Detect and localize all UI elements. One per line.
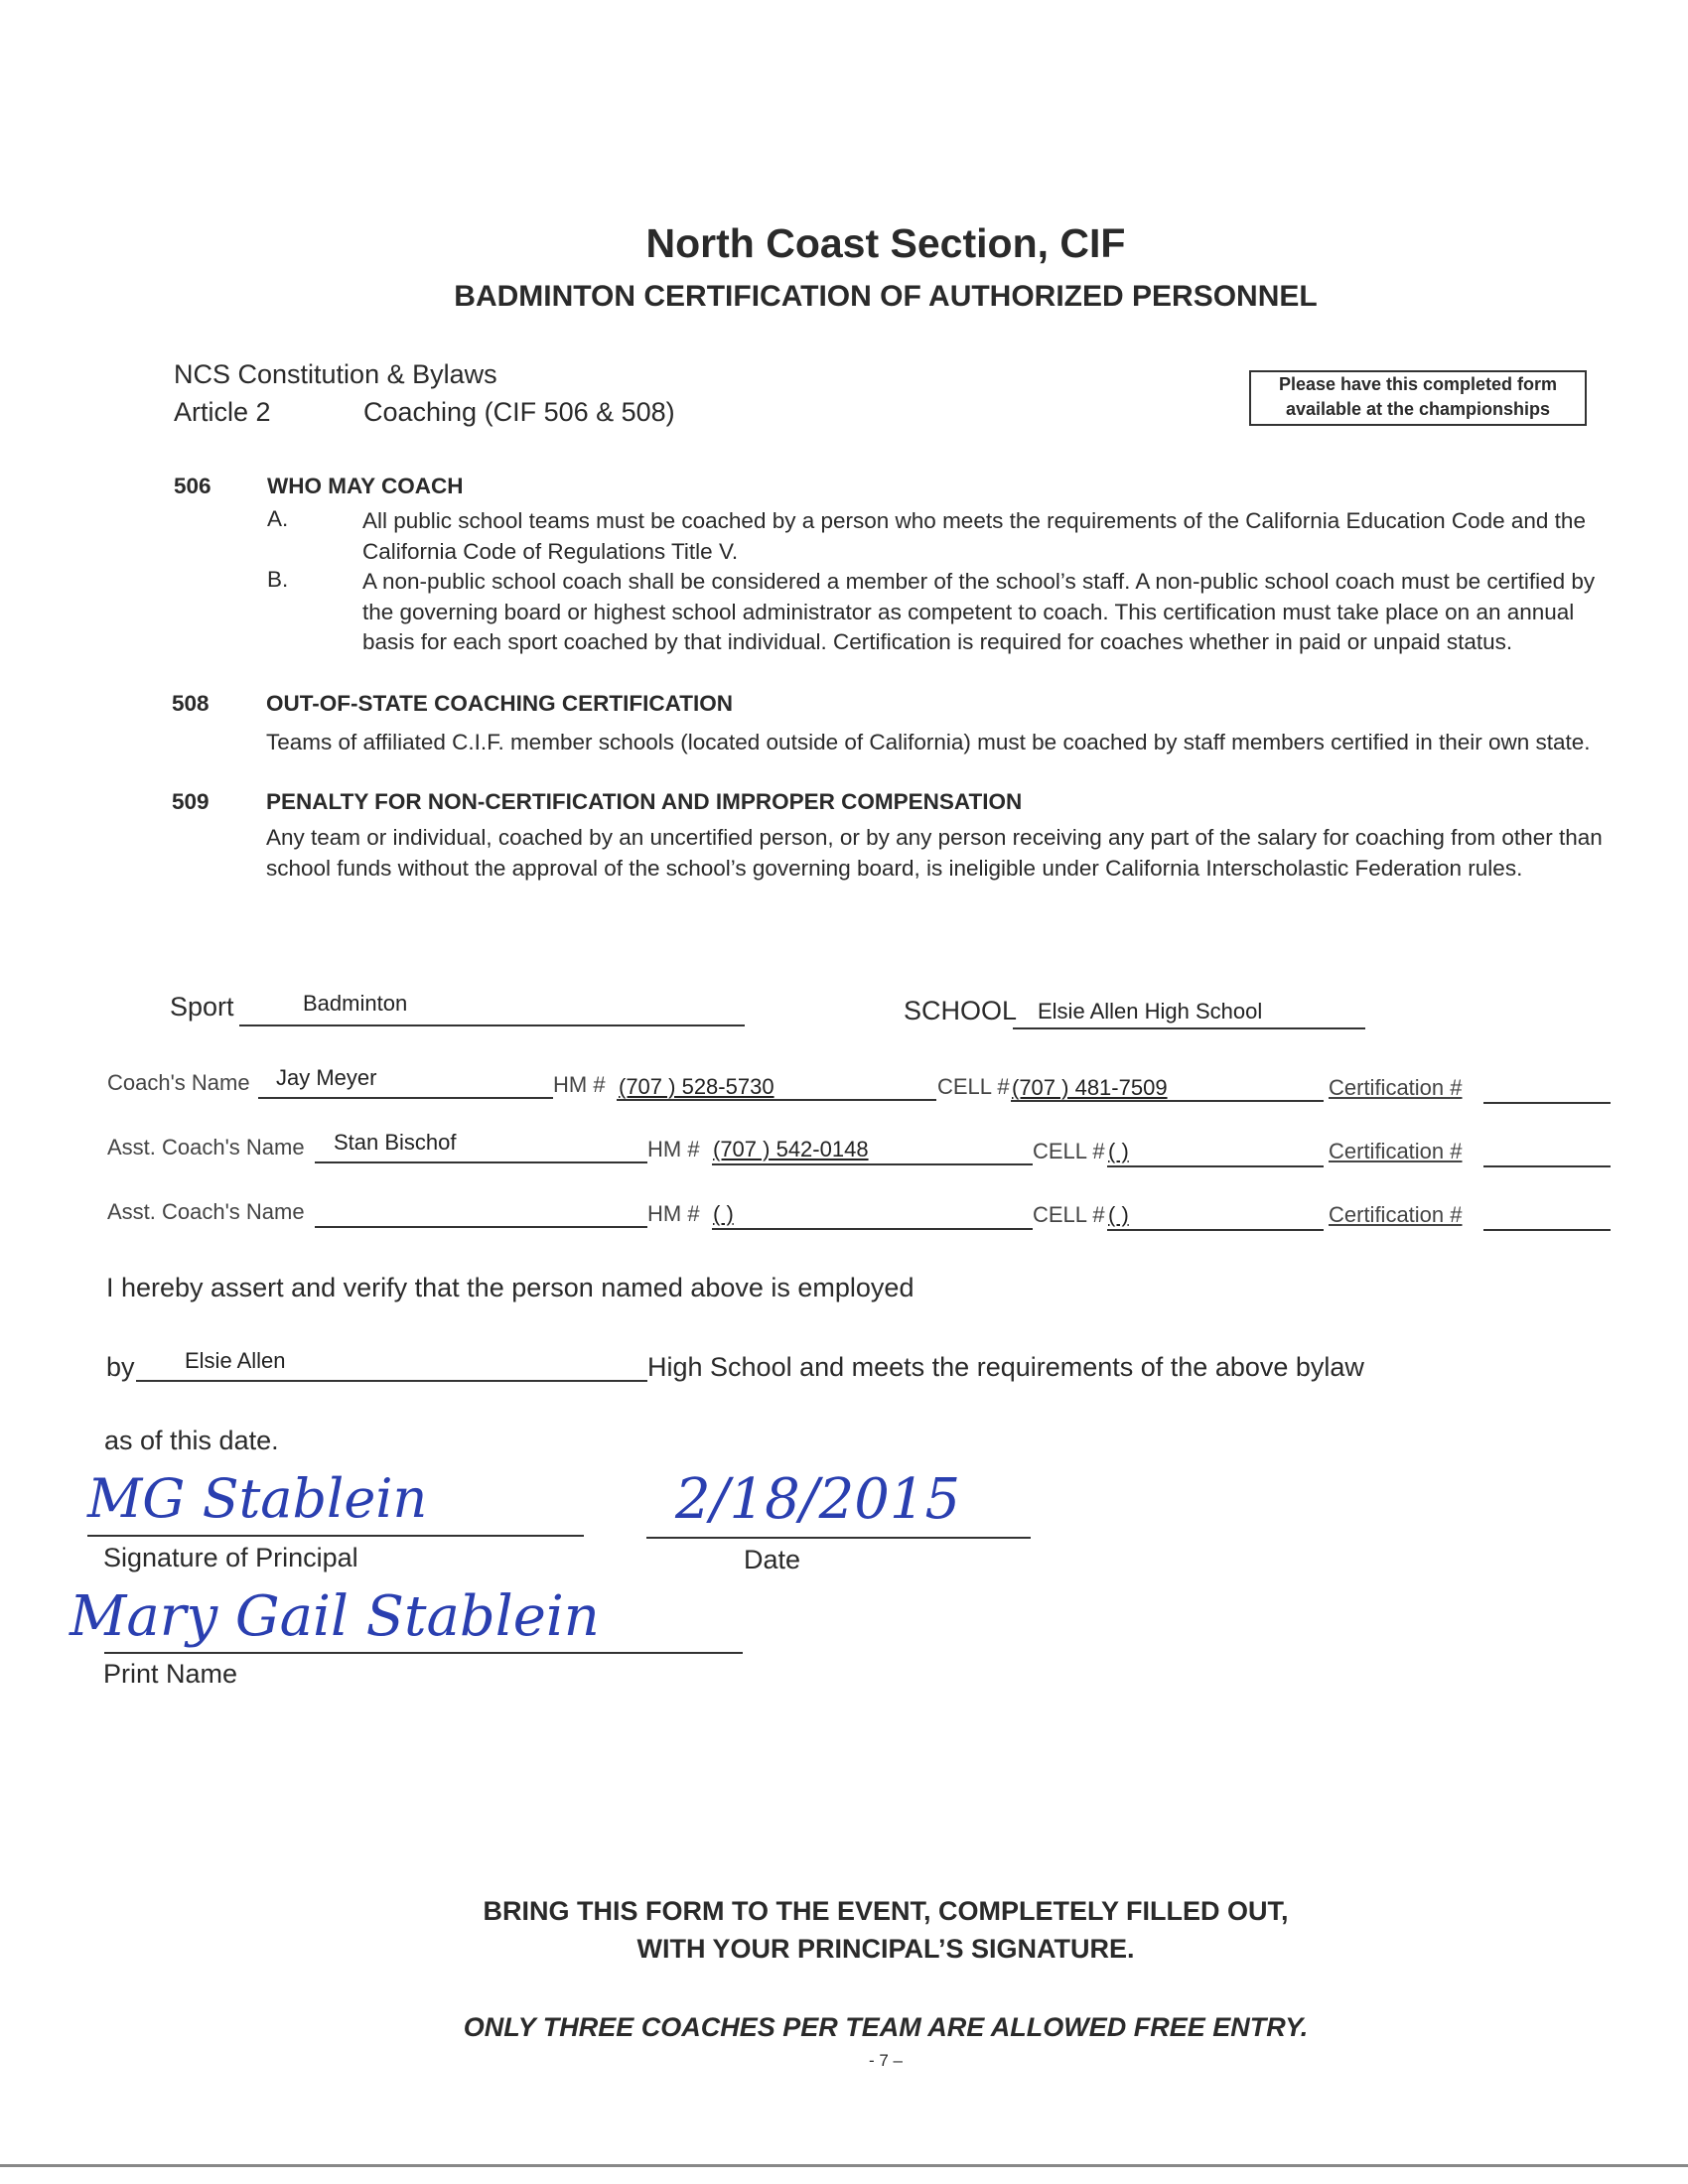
date-line[interactable] (646, 1537, 1031, 1539)
coach-cell-field[interactable]: (707 ) 481-7509 (1012, 1075, 1168, 1100)
certification-field[interactable] (1483, 1165, 1611, 1167)
item-text: A non-public school coach shall be considered a member of the school’s staff. A non-public school coach must be certified by the governing board or highest school administrator as competent to coach. This certification must take place on an annual basis for each sport coached by that individual. Certification is required for coaches whether in paid or unpaid status. (362, 569, 1596, 654)
print-name-value: Mary Gail Stablein (70, 1584, 600, 1649)
asst-coach-name-label: Asst. Coach's Name (107, 1135, 305, 1160)
by-label: by (106, 1352, 135, 1382)
asst-cell-field[interactable]: ( ) (1108, 1139, 1129, 1163)
section-heading: WHO MAY COACH (267, 474, 464, 498)
asst-coach-name-field[interactable]: Stan Bischof (334, 1130, 457, 1155)
section-heading: PENALTY FOR NON-CERTIFICATION AND IMPROPER COMPENSATION (266, 789, 1023, 814)
footer-free-entry: ONLY THREE COACHES PER TEAM ARE ALLOWED FREE ENTRY. (463, 2012, 1309, 2042)
hm-label: HM # (647, 1137, 700, 1161)
print-name-line[interactable] (104, 1652, 743, 1654)
certification-field[interactable] (1483, 1229, 1611, 1231)
certification-label: Certification # (1329, 1139, 1463, 1163)
by-suffix: High School and meets the requirements of the above bylaw (647, 1352, 1364, 1382)
sport-field[interactable]: Badminton (303, 991, 408, 1016)
coach-name-field[interactable]: Jay Meyer (276, 1065, 377, 1090)
asst-coach-name-label: Asst. Coach's Name (107, 1199, 305, 1224)
notice-line: Please have this completed form (1278, 374, 1558, 394)
notice-line: available at the championships (1285, 399, 1551, 419)
footer-line-2: WITH YOUR PRINCIPAL’S SIGNATURE. (636, 1934, 1135, 1964)
school-field[interactable]: Elsie Allen High School (1038, 999, 1263, 1024)
section-number: 508 (172, 691, 210, 716)
notice-box (1249, 370, 1587, 426)
item-text: All public school teams must be coached by a person who meets the requirements of the California Education Code and the California Code of Regulations Title V. (362, 508, 1586, 564)
section-text: Any team or individual, coached by an uncertified person, or by any person receiving any part of the salary for coaching from other than school funds without the approval of the school’s governing board, is ineligible under California Interscholastic Federation rules. (266, 825, 1603, 881)
page-number: - 7 – (868, 2051, 904, 2070)
cell-label: CELL # (1033, 1202, 1105, 1227)
constitution-label: NCS Constitution & Bylaws (174, 359, 497, 389)
print-name-label: Print Name (103, 1659, 238, 1689)
employer-field[interactable]: Elsie Allen (185, 1348, 286, 1373)
asst-hm-field[interactable]: (707 ) 542-0148 (713, 1137, 869, 1161)
footer-line-1: BRING THIS FORM TO THE EVENT, COMPLETELY FILLED OUT, (483, 1896, 1289, 1926)
asst-hm-field[interactable]: ( ) (713, 1201, 734, 1226)
hm-label: HM # (553, 1072, 606, 1097)
asst-cell-field[interactable]: ( ) (1108, 1202, 1129, 1227)
as-of-text: as of this date. (104, 1426, 279, 1455)
certification-field[interactable] (1483, 1102, 1611, 1104)
section-number: 506 (174, 474, 211, 498)
date-value: 2/18/2015 (675, 1467, 961, 1532)
signature-value: MG Stablein (87, 1467, 428, 1530)
assert-text: I hereby assert and verify that the person named above is employed (106, 1273, 914, 1302)
signature-line[interactable] (87, 1535, 584, 1537)
article-label: Article 2 (174, 397, 271, 427)
cell-label: CELL # (1033, 1139, 1105, 1163)
coach-name-label: Coach's Name (107, 1070, 250, 1095)
coaching-label: Coaching (CIF 506 & 508) (363, 397, 675, 427)
certification-label: Certification # (1329, 1075, 1463, 1100)
item-label: A. (267, 506, 289, 531)
form-subtitle: BADMINTON CERTIFICATION OF AUTHORIZED PERSONNEL (454, 280, 1318, 313)
coach-hm-field[interactable]: (707 ) 528-5730 (619, 1074, 774, 1099)
item-label: B. (267, 567, 289, 592)
date-label: Date (744, 1545, 801, 1574)
section-number: 509 (172, 789, 210, 814)
hm-label: HM # (647, 1201, 700, 1226)
section-heading: OUT-OF-STATE COACHING CERTIFICATION (266, 691, 733, 716)
section-text: Teams of affiliated C.I.F. member schools (located outside of California) must be coached by staff members certified in their own state. (266, 730, 1591, 754)
signature-label: Signature of Principal (103, 1543, 358, 1572)
school-label: SCHOOL (904, 996, 1018, 1025)
certification-label: Certification # (1329, 1202, 1463, 1227)
asst-coach-name-field[interactable] (315, 1226, 647, 1228)
form-title: North Coast Section, CIF (645, 220, 1126, 266)
sport-label: Sport (170, 992, 234, 1022)
cell-label: CELL # (937, 1074, 1010, 1099)
scan-edge (0, 2164, 1688, 2167)
